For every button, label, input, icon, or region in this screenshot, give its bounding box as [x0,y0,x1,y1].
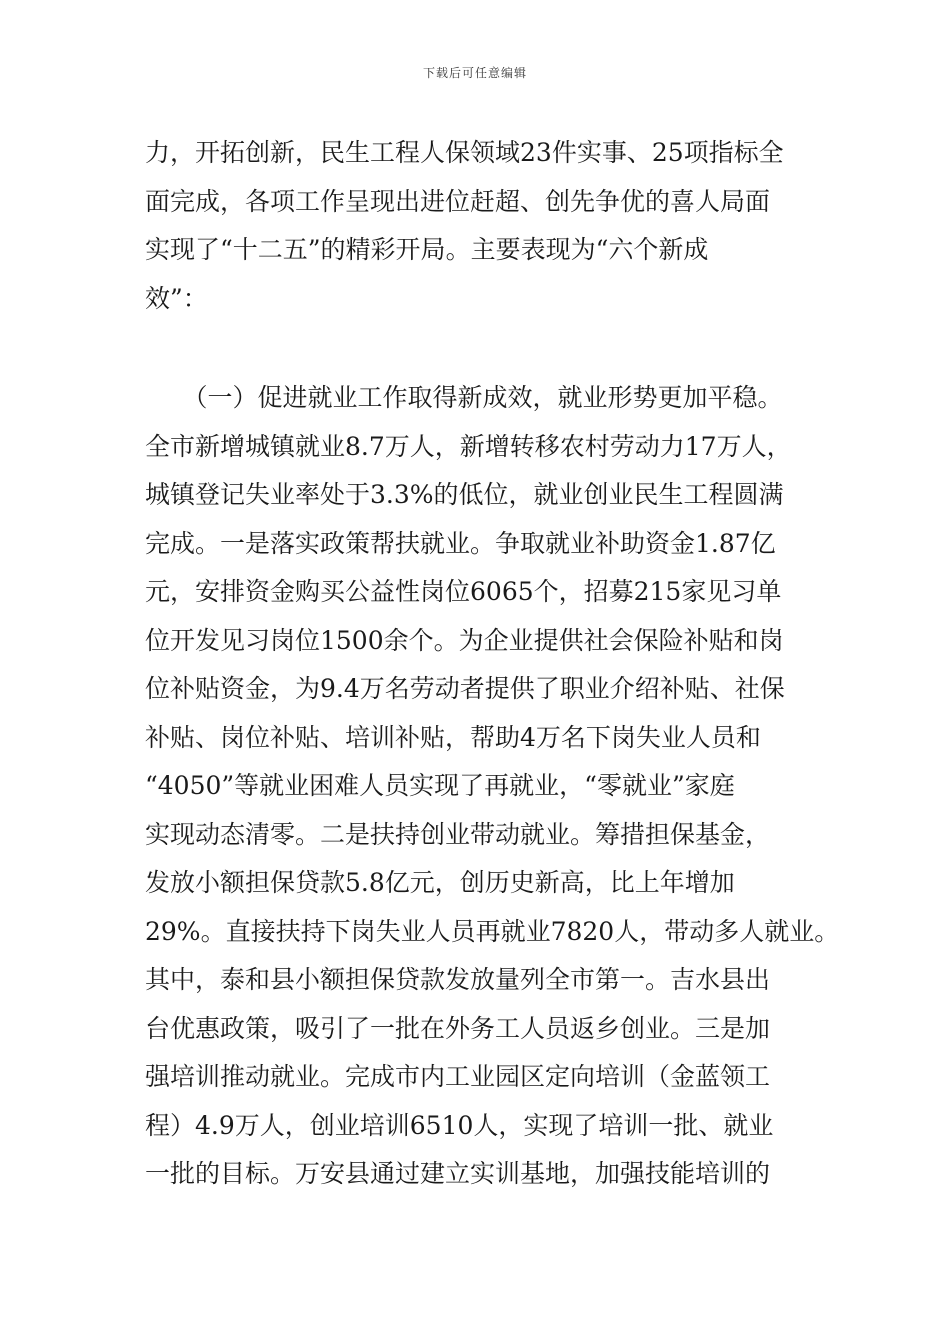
text-line: （一）促进就业工作取得新成效，就业形势更加平稳。 [145,383,783,412]
text-line: “4050”等就业困难人员实现了再就业，“零就业”家庭 [145,771,735,800]
text-line: 力，开拓创新，民生工程人保领域23件实事、25项指标全 [145,138,784,167]
text-line: 一批的目标。万安县通过建立实训基地，加强技能培训的 [145,1159,771,1188]
text-line: 其中，泰和县小额担保贷款发放量列全市第一。吉水县出 [145,965,771,994]
page-header-note: 下载后可任意编辑 [422,66,527,80]
text-line: 强培训推动就业。完成市内工业园区定向培训（金蓝领工 [145,1062,771,1091]
text-line: 效”： [145,283,208,313]
text-line: 全市新增城镇就业8.7万人，新增转移农村劳动力17万人， [145,431,792,461]
text-line: 元，安排资金购买公益性岗位6065个，招募215家见习单 [145,577,782,606]
text-line: 位开发见习岗位1500余个。为企业提供社会保险补贴和岗 [145,625,784,655]
text-line: 城镇登记失业率处于3.3%的低位，就业创业民生工程圆满 [145,480,784,509]
text-line: 29%。直接扶持下岗失业人员再就业7820人，带动多人就业。 [145,916,840,946]
text-line: 实现动态清零。二是扶持创业带动就业。筹措担保基金， [145,819,771,849]
text-line: 实现了“十二五”的精彩开局。主要表现为“六个新成 [145,235,709,264]
text-line: 面完成，各项工作呈现出进位赶超、创先争优的喜人局面 [145,186,771,216]
text-line: 完成。一是落实政策帮扶就业。争取就业补助资金1.87亿 [145,528,776,558]
text-line: 程）4.9万人，创业培训6510人，实现了培训一批、就业 [145,1110,774,1140]
paragraph-employment [145,374,840,1199]
text-line: 发放小额担保贷款5.8亿元，创历史新高，比上年增加 [145,868,735,897]
text-line: 补贴、岗位补贴、培训补贴，帮助4万名下岗失业人员和 [145,722,761,752]
text-line: 位补贴资金，为9.4万名劳动者提供了职业介绍补贴、社保 [145,674,785,703]
text-line: 台优惠政策，吸引了一批在外务工人员返乡创业。三是加 [145,1013,771,1043]
paragraph-intro [145,129,813,323]
